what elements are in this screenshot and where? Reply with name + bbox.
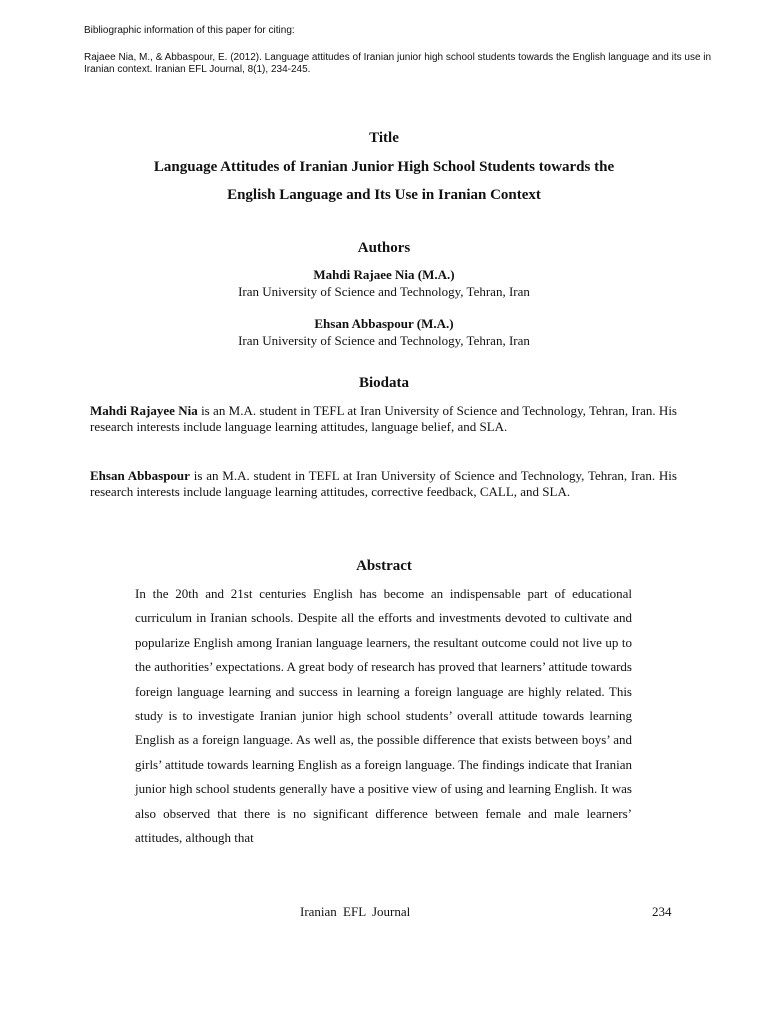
- author-2-name: Ehsan Abbaspour (M.A.): [314, 316, 454, 331]
- citation-text: Rajaee Nia, M., & Abbaspour, E. (2012). Language attitudes of Iranian junior high school students towards the English language and its use in Iranian context. Iranian EFL Journal, 8(1), 234-245.: [84, 52, 712, 75]
- paper-title-line-2: English Language and Its Use in Iranian Context: [227, 187, 541, 203]
- footer-page-number: 234: [652, 904, 672, 919]
- paper-title-line-1: Language Attitudes of Iranian Junior High School Students towards the: [153, 159, 615, 175]
- abstract-body: In the 20th and 21st centuries English has become an indispensable part of educational curriculum in Iranian schools. Despite all the efforts and investments devoted to cultivate and popularize English among Iranian language learners, the resultant outcome could not live up to the authorities’ expectations. A great body of research has proved that learners’ attitude towards foreign language learning and success in learning a foreign language are highly related. This study is to investigate Iranian junior high school students’ overall attitude towards learning English as a foreign language. As well as, the possible difference that exists between boys’ and girls’ attitude towards learning English as a foreign language. The findings indicate that Iranian junior high school students generally have a positive view of using and learning English. It was also observed that there is no significant difference between female and male learners’ attitudes, although that: [135, 586, 632, 846]
- author-1-affiliation: Iran University of Science and Technology, Tehran, Iran: [238, 284, 530, 299]
- biodata-heading: Biodata: [358, 375, 409, 391]
- author-1-name: Mahdi Rajaee Nia (M.A.): [313, 267, 455, 282]
- biodata-entry-2: [90, 468, 677, 500]
- citation-label: Bibliographic information of this paper for citing:: [84, 25, 295, 36]
- biodata-entry-1-text: is an M.A. student in TEFL at Iran University of Science and Technology, Tehran, Iran. His research interests include language learning attitudes, language belief, and SLA.: [90, 403, 677, 434]
- biodata-entry-1: [90, 403, 677, 435]
- author-2-affiliation: Iran University of Science and Technology, Tehran, Iran: [238, 333, 530, 348]
- title-heading: Title: [369, 130, 399, 146]
- biodata-entry-1-name: Mahdi Rajayee Nia: [90, 403, 198, 418]
- footer-journal-name: Iranian EFL Journal: [300, 904, 411, 919]
- abstract-heading: Abstract: [356, 558, 412, 574]
- biodata-entry-2-text: is an M.A. student in TEFL at Iran University of Science and Technology, Tehran, Iran. His research interests include language learning attitudes, corrective feedback, CALL, and SLA.: [90, 468, 677, 499]
- authors-heading: Authors: [357, 240, 411, 256]
- biodata-entry-2-name: Ehsan Abbaspour: [90, 468, 190, 483]
